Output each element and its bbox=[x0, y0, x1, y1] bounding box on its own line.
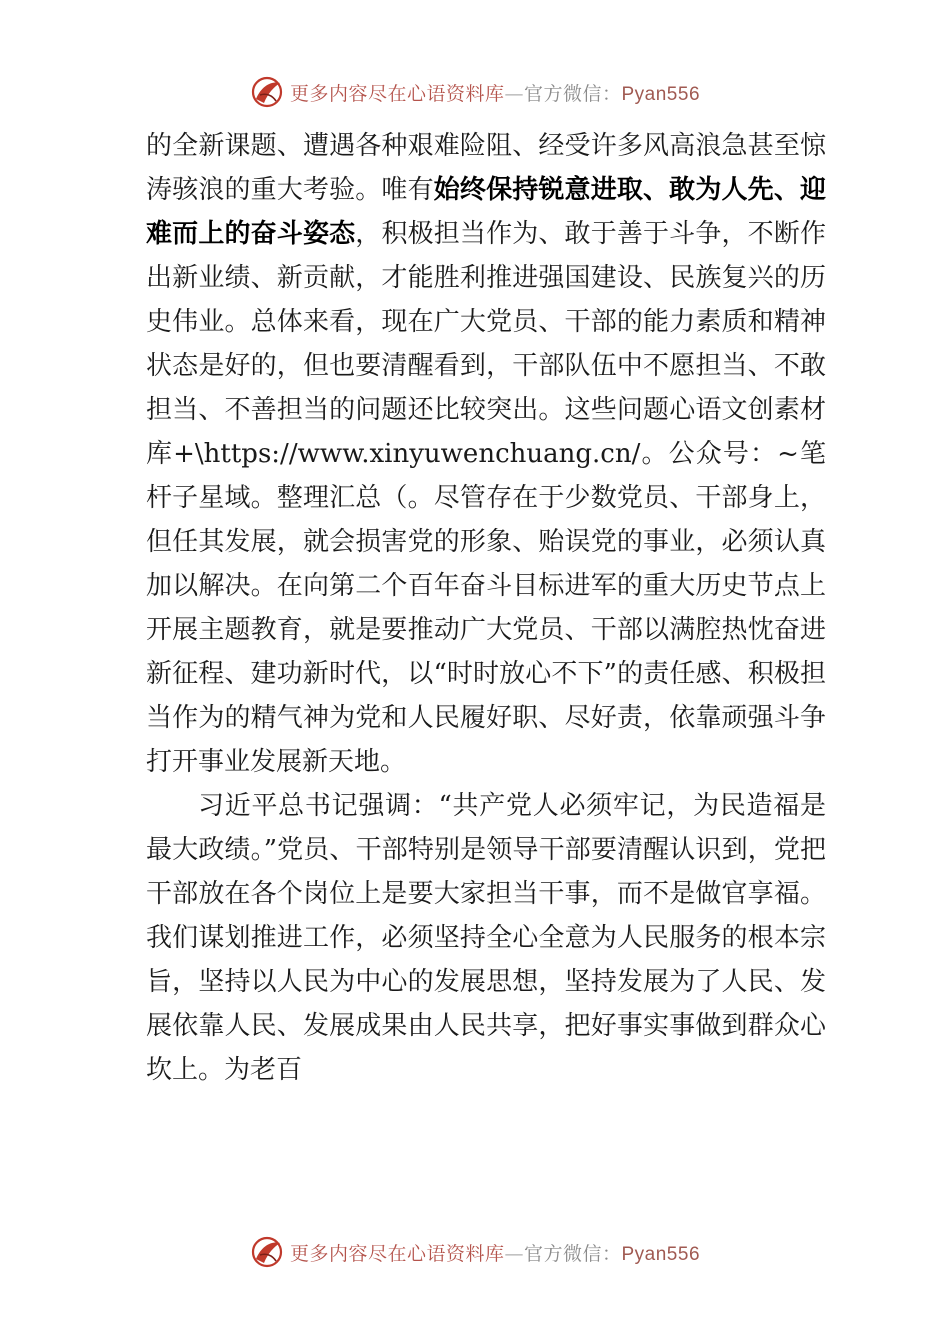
brand-logo-icon bbox=[250, 75, 284, 109]
paragraph-1 bbox=[146, 124, 826, 784]
banner-text: 更多内容尽在心语资料库—官方微信：Pyan556 bbox=[289, 82, 701, 105]
paragraph-1-text-b: ，积极担当作为、敢于善于斗争，不断作出新业绩、新贡献，才能胜利推进强国建设、民族复兴的历史伟业。总体来看，现在广大党员、干部的能力素质和精神状态是好的，但也要清醒看到，干部队伍中不愿担当、不敢担当、不善担当的问题还比较突出。这些问题心语文创素材库+\https://www.xinyuwenchuang.cn/。公众号：~笔杆子星域。整理汇总（。尽管存在于少数党员、干部身上，但任其发展，就会损害党的形象、贻误党的事业，必须认真加以解决。在向第二个百年奋斗目标进军的重大历史节点上开展主题教育，就是要推动广大党员、干部以满腔热忱奋进新征程、建功新时代，以“时时放心不下”的责任感、积极担当作为的精气神为党和人民履好职、尽好责，依靠顽强斗争打开事业发展新天地。 bbox=[146, 219, 826, 777]
document-body bbox=[146, 124, 826, 1092]
header-banner bbox=[0, 72, 950, 112]
paragraph-1-text-a: 的全新课题、遭遇各种艰难险阻、经受许多风高浪急甚至惊涛骇浪的重大考验。唯有 bbox=[146, 131, 826, 205]
brand-logo-icon bbox=[250, 1235, 284, 1269]
banner-text: 更多内容尽在心语资料库—官方微信：Pyan556 bbox=[289, 1242, 701, 1265]
paragraph-1-bold-phrase: 始终保持锐意进取、敢为人先、迎难而上的奋斗姿态 bbox=[146, 175, 826, 249]
paragraph-2: 习近平总书记强调：“共产党人必须牢记，为民造福是最大政绩。”党员、干部特别是领导干部要清醒认识到，党把干部放在各个岗位上是要大家担当干事，而不是做官享福。我们谋划推进工作，必须坚持全心全意为人民服务的根本宗旨，坚持以人民为中心的发展思想，坚持发展为了人民、发展依靠人民、发展成果由人民共享，把好事实事做到群众心坎上。为老百 bbox=[146, 791, 826, 1085]
footer-banner bbox=[0, 1232, 950, 1272]
